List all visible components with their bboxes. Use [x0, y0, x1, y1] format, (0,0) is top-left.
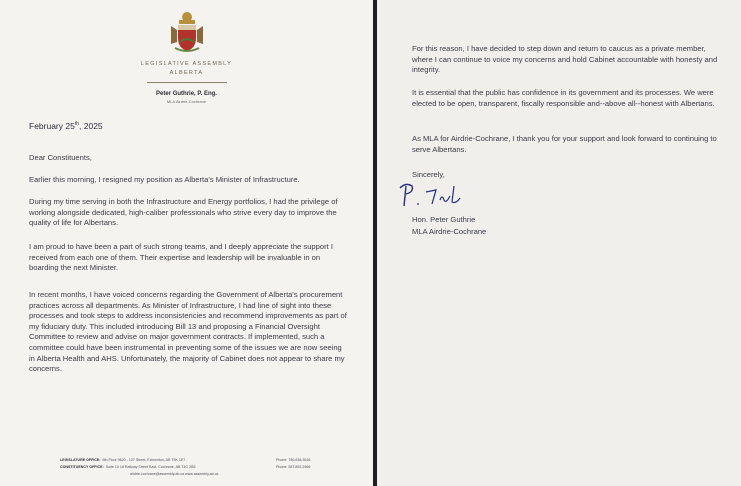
paragraph-1: Earlier this morning, I resigned my position as Alberta's Minister of Infrastructure. — [29, 175, 300, 184]
right-paragraph-1: For this reason, I have decided to step down and return to caucus as a private member, where I can continue to voice my concerns and hold Cabinet accountable with honesty and integrity. — [412, 44, 718, 75]
legislature-office-line: LEGISLATURE OFFICE: 6th Floor 9820 - 107 Street, Edmonton, AB T5K 1E7 — [60, 458, 186, 462]
paragraph-3: I am proud to have been a part of such strong teams, and I deeply appreciate the support I received from each one of them. Their expertise and leadership will be invaluable in on boarding the next Minister. — [29, 242, 333, 273]
handwritten-signature-icon — [396, 180, 476, 210]
constituency-office-line: CONSTITUENCY OFFICE: Suite 10 18 Railway Street East, Cochrane, AB T4C 2B5 — [60, 465, 196, 469]
alberta-coat-of-arms-icon — [165, 8, 209, 54]
right-paragraph-2: It is essential that the public has confidence in its government and its processes. We were elected to be open, transparent, fiscally responsible and--above all--honest with Albertans. — [412, 88, 715, 108]
sender-subtitle: MLA Airdrie-Cochrane — [166, 99, 207, 104]
assembly-province: ALBERTA — [169, 70, 204, 76]
paragraph-2: During my time serving in both the Infrastructure and Energy portfolios, I had the privilege of working alongside dedicated, high-caliber professionals who strive every day to improve the quality of life for Albertans. — [29, 197, 338, 228]
right-paragraph-3: As MLA for Airdrie-Cochrane, I thank you for your support and look forward to continuing to serve Albertans. — [412, 134, 717, 154]
signer-name: Hon. Peter Guthrie — [412, 215, 476, 224]
closing: Sincerely, — [412, 170, 445, 179]
letterhead-divider — [147, 82, 227, 83]
email-web-line: airdrie.cochrane@assembly.ab.ca www.assembly.ab.ca — [130, 472, 219, 476]
sender-name: Peter Guthrie, P. Eng. — [156, 91, 217, 97]
constituency-phone: Phone: 587.892.2966 — [276, 465, 311, 469]
signer-title: MLA Airdrie-Cochrane — [412, 227, 487, 236]
legislature-phone: Phone: 780.638.3616 — [276, 458, 311, 462]
paragraph-4: In recent months, I have voiced concerns regarding the Government of Alberta's procurement practices across all departments. As Minister of Infrastructure, I had line of sight into these processes and took steps to address inconsistencies and recommend improvements as part of my fiduciary duty. This included introducing Bill 13 and proposing a Financial Oversight Committee to review and advise on major government contracts. If implemented, such a committee could have been instrumental in preventing some of the issues we are now seeing in Alberta Health and AHS. Unfortunately, the majority of Cabinet does not appear to share my concerns. — [29, 290, 347, 374]
salutation: Dear Constituents, — [29, 153, 92, 162]
assembly-name: LEGISLATIVE ASSEMBLY — [140, 61, 233, 67]
letter-date: February 25th, 2025 — [29, 121, 103, 131]
